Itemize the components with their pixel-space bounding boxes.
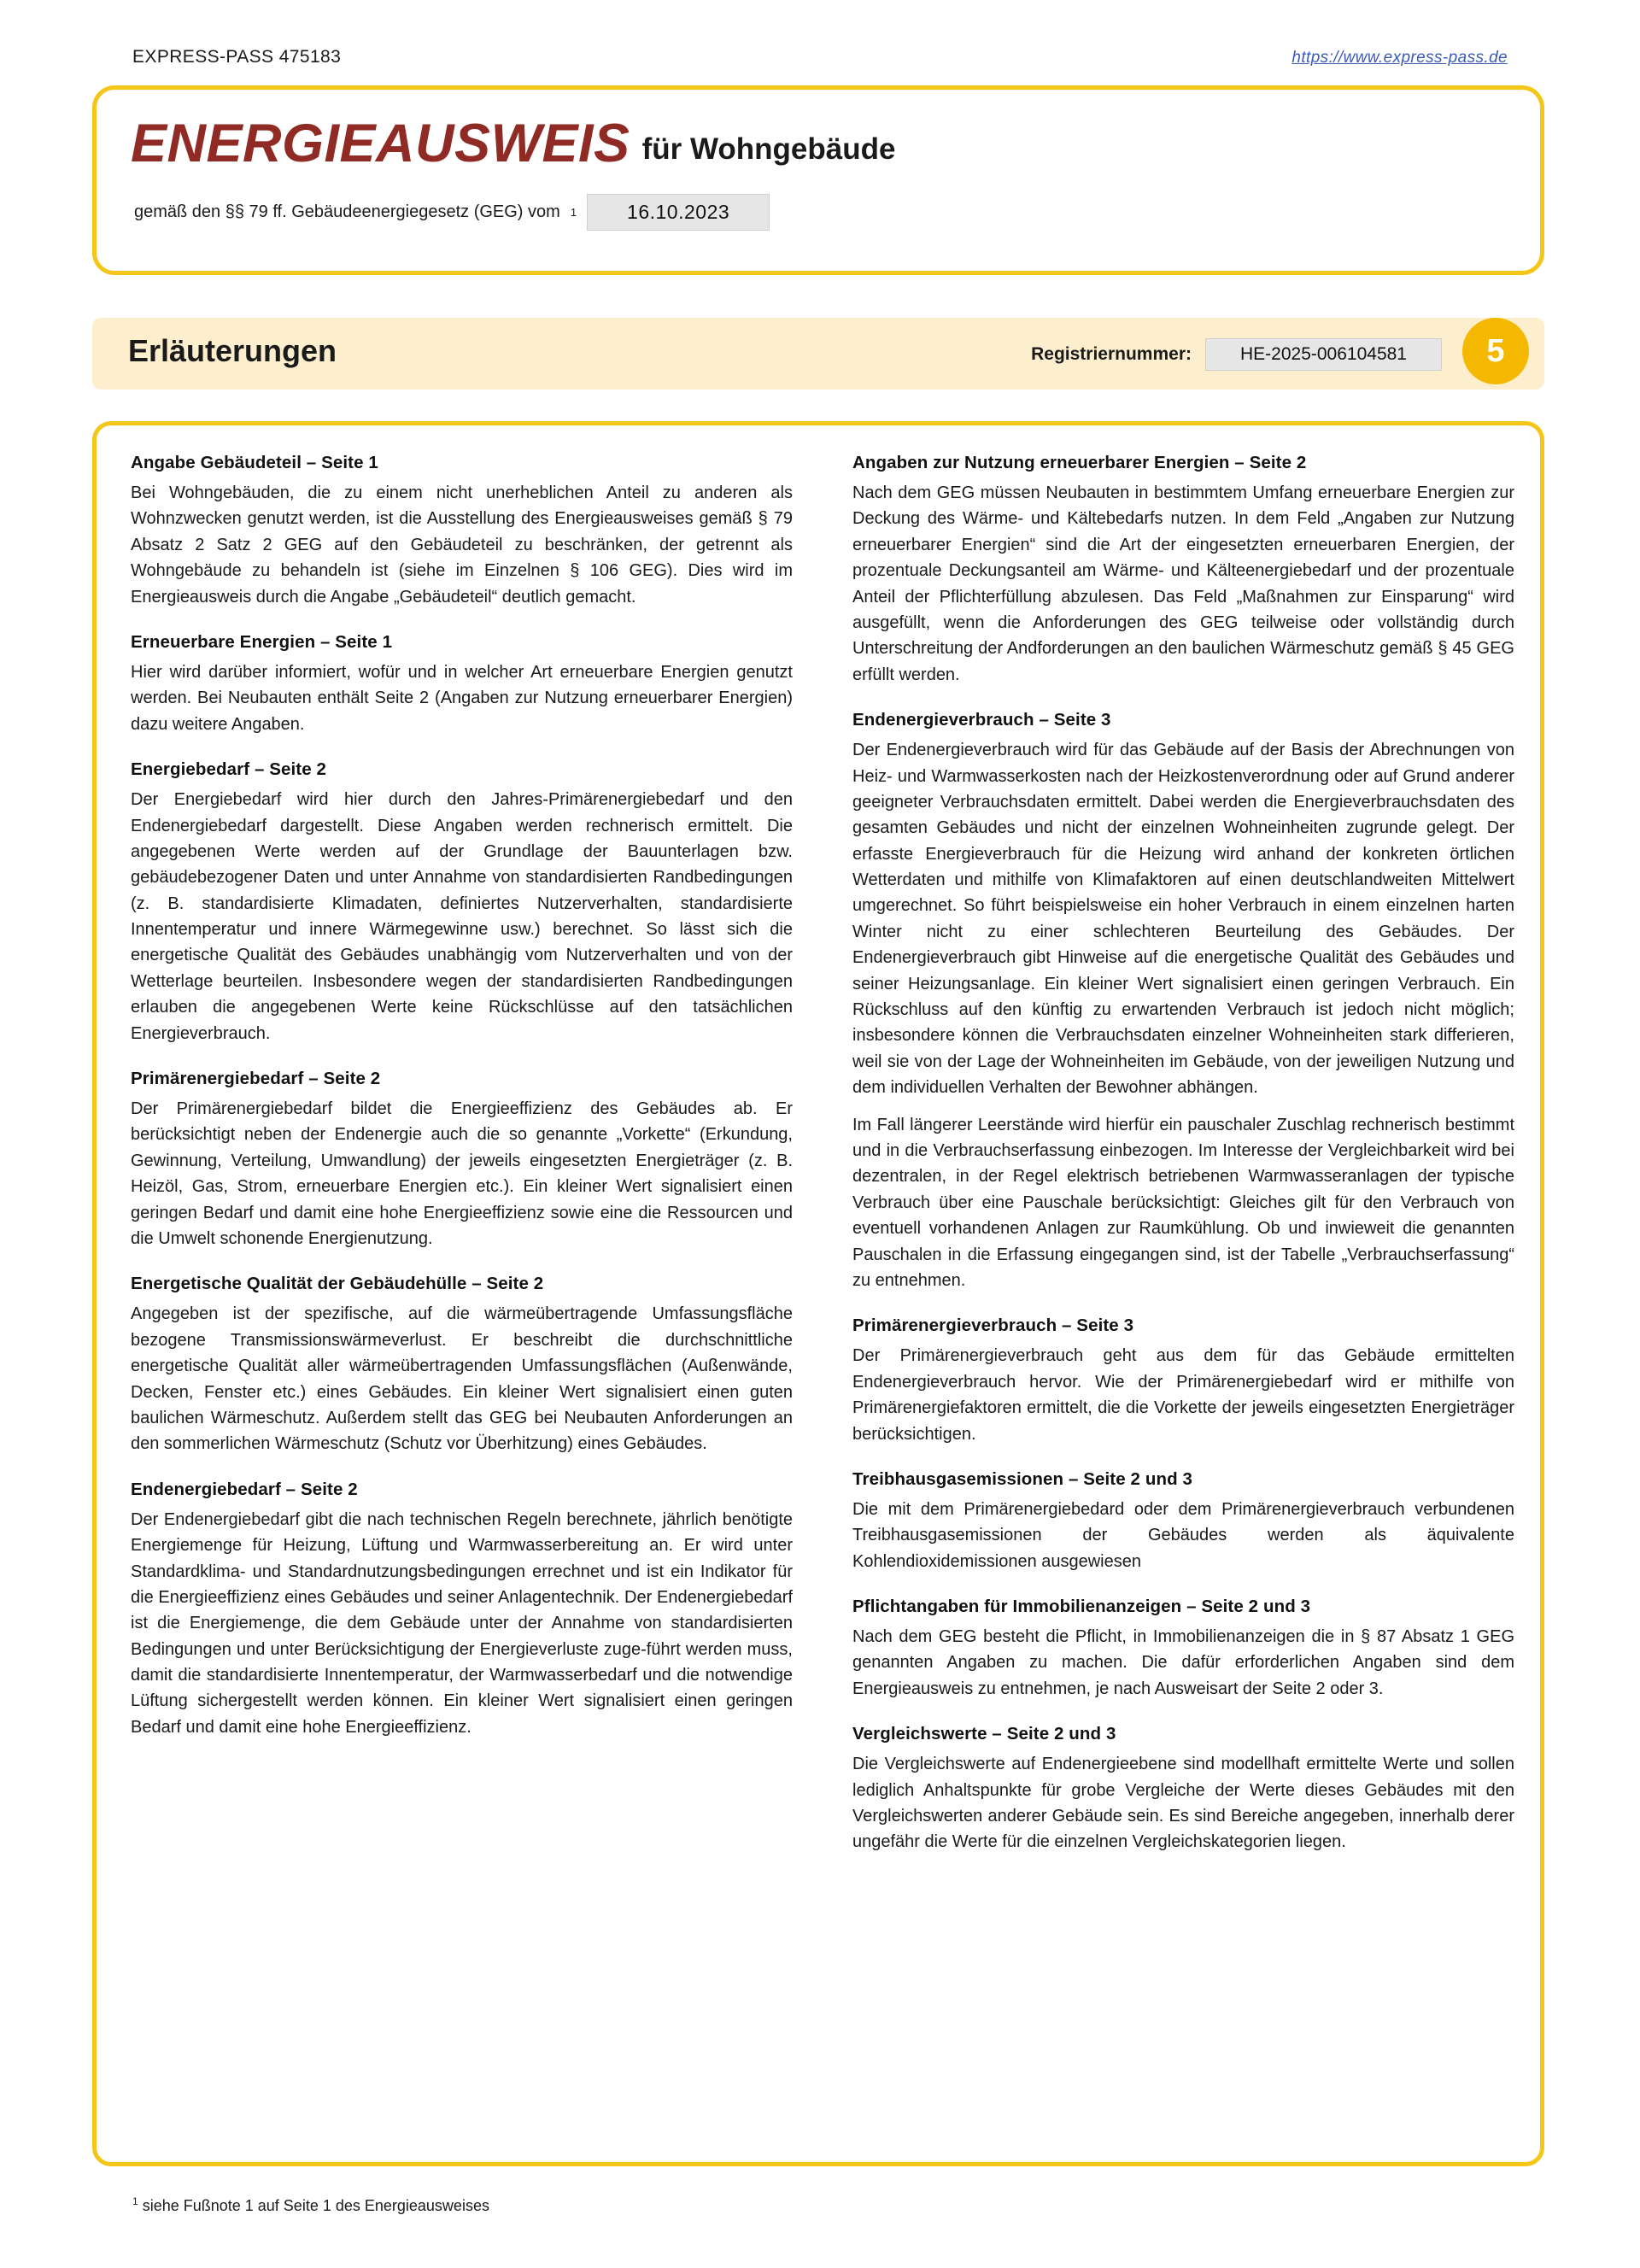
explanation-paragraph: Angegeben ist der spezifische, auf die wärmeübertragende Umfassungsfläche bezogene Transmissionswärmeverlust. Er beschreibt die durchschnittliche energetische Qualität aller wärmeübertragenden Umfassungsflächen (Außenwände, Decken, Fenster etc.) eines Gebäudes. Ein kleiner Wert signalisiert einen guten baulichen Wärmeschutz. Außerdem stellt das GEG bei Neubauten Anforderungen an den sommerlichen Wärmeschutz (Schutz vor Überhitzung) eines Gebäudes.	[131, 1304, 793, 1454]
explanations-right-column	[852, 453, 1514, 1878]
registration-number-group	[1031, 338, 1442, 371]
explanation-paragraph: Nach dem GEG besteht die Pflicht, in Immobilienanzeigen die in § 87 Absatz 1 GEG genannten Angaben zu machen. Die dafür erforderlichen Angaben sind dem Energieausweis zu entnehmen, je nach Ausweisart der Seite 2 oder 3.	[852, 1627, 1514, 1698]
page-footnote	[132, 2195, 489, 2215]
explanation-block	[852, 1469, 1514, 1574]
explanation-heading: Primärenergieverbrauch – Seite 3	[852, 1316, 1134, 1336]
explanation-heading: Angabe Gebäudeteil – Seite 1	[131, 453, 378, 472]
explanations-columns	[131, 453, 1514, 1878]
explanation-heading: Pflichtangaben für Immobilienanzeigen – Seite 2 und 3	[852, 1597, 1311, 1617]
explanation-heading: Erneuerbare Energien – Seite 1	[131, 631, 393, 652]
explanation-paragraph: Hier wird darüber informiert, wofür und in welcher Art erneuerbare Energien genutzt werden. Bei Neubauten enthält Seite 2 (Angaben zur Nutzung erneuerbarer Energien) dazu weitere Angaben.	[131, 662, 793, 734]
explanation-block	[131, 1274, 793, 1456]
legal-basis-row	[134, 194, 770, 231]
explanation-heading: Treibhausgasemissionen – Seite 2 und 3	[852, 1468, 1192, 1489]
explanation-paragraph: Die Vergleichswerte auf Endenergieebene sind modellhaft ermittelte Werte und sollen lediglich Anhaltspunkte für grobe Vergleiche der Werte dieses Gebäudes mit den Vergleichswerten anderer Gebäude sein. Es sind Bereiche angegeben, innerhalb derer ungefähr die Werte für die einzelnen Vergleichskategorien liegen.	[852, 1755, 1514, 1852]
explanation-block	[852, 1316, 1514, 1447]
page-number-badge: 5	[1462, 318, 1529, 384]
document-title-subtitle: für Wohngebäude	[641, 132, 896, 166]
explanation-paragraph: Der Endenergieverbrauch wird für das Gebäude auf der Basis der Abrechnungen von Heiz- und Warmwasserkosten nach der Heizkostenverordnung oder auf Grund anderer geeigneter Verbrauchsdaten ermittelt. Dabei werden die Energieverbrauchsdaten des gesamten Gebäudes und nicht der einzelnen Wohneinheiten zugrunde gelegt. Der erfasste Energieverbrauch für die Heizung wird anhand der konkreten örtlichen Wetterdaten und mithilfe von Klimafaktoren auf einen deutschlandweiten Mittelwert umgerechnet. So führt beispielsweise ein hoher Verbrauch in einem einzelnen harten Winter nicht zu einer schlechteren Beurteilung des Gebäudes. Der Endenergieverbrauch gibt Hinweise auf die energetische Qualität des Gebäudes und seiner Heizungsanlage. Ein kleiner Wert signalisiert einen geringen Verbrauch. Ein Rückschluss auf den künftig zu erwartenden Verbrauch ist jedoch nicht möglich; insbesondere können die Verbrauchsdaten einzelner Wohneinheiten stark differieren, weil sie von der Lage der Wohneinheiten im Gebäude, von der jeweiligen Nutzung und dem individuellen Verhalten der Bewohner abhängen.	[852, 741, 1514, 1098]
explanation-heading: Energetische Qualität der Gebäudehülle – Seite 2	[131, 1274, 544, 1294]
explanation-paragraph: Bei Wohngebäuden, die zu einem nicht unerheblichen Anteil zu anderen als Wohnzwecken genutzt werden, ist die Ausstellung des Energieausweises gemäß § 79 Absatz 2 Satz 2 GEG auf den Gebäudeteil zu beschränken, der getrennt als Wohngebäude zu behandeln ist (siehe im Einzelnen § 106 GEG). Dies wird im Energieausweis durch die Angabe „Gebäudeteil“ deutlich gemacht.	[131, 483, 793, 607]
explanation-heading: Energiebedarf – Seite 2	[131, 759, 327, 780]
explanation-block	[131, 632, 793, 737]
explanation-block	[131, 1069, 793, 1251]
registration-number-field[interactable]: HE-2025-006104581	[1205, 338, 1442, 371]
explanation-heading: Angaben zur Nutzung erneuerbarer Energien – Seite 2	[852, 453, 1307, 472]
explanation-paragraph: Der Energiebedarf wird hier durch den Jahres-Primärenergiebedarf und den Endenergiebedarf dargestellt. Diese Angaben werden rechnerisch ermittelt. Die angegebenen Werte werden auf der Grundlage der Bauunterlagen bzw. gebäudebezogener Daten und unter Annahme von standardisierten Randbedingungen (z. B. standardisierte Klimadaten, definiertes Nutzerverhalten, standardisierte Innentemperatur und innere Wärmegewinne usw.) berechnet. So lässt sich die energetische Qualität des Gebäudes unabhängig vom Nutzerverhalten und von der Wetterlage beurteilen. Insbesondere wegen der standardisierten Randbedingungen erlauben die angegebenen Werte keine Rückschlüsse auf den tatsächlichen Energieverbrauch.	[131, 790, 793, 1043]
geg-date-field[interactable]: 16.10.2023	[587, 194, 770, 231]
document-top-header	[132, 47, 1508, 67]
explanation-heading: Endenergiebedarf – Seite 2	[131, 1479, 358, 1499]
page-title: Erläuterungen	[128, 333, 337, 368]
section-header-bar	[92, 318, 1544, 390]
explanation-block	[131, 1480, 793, 1741]
explanation-heading: Endenergieverbrauch – Seite 3	[852, 710, 1111, 730]
explanation-block	[131, 453, 793, 610]
explanation-block	[852, 710, 1514, 1293]
page-footnote-marker: 1	[132, 2195, 138, 2207]
express-pass-id: EXPRESS-PASS 475183	[132, 47, 342, 67]
explanation-paragraph: Der Primärenergieverbrauch geht aus dem für das Gebäude ermittelten Endenergieverbrauch hervor. Wie der Primärenergiebedarf wird er mithilfe von Primärenergiefaktoren ermittelt, die die Vorkette der jeweils eingesetzten Energieträger berücksichtigen.	[852, 1346, 1514, 1444]
registration-number-label: Registriernummer:	[1031, 344, 1192, 364]
explanation-paragraph: Die mit dem Primärenergiebedard oder dem Primärenergieverbrauch verbundenen Treibhausgasemissionen der Gebäudes werden als äquivalente Kohlendioxidemissionen ausgewiesen	[852, 1499, 1514, 1571]
express-pass-url-link[interactable]: https://www.express-pass.de	[1292, 49, 1508, 67]
explanation-paragraph: Der Endenergiebedarf gibt die nach technischen Regeln berechnete, jährlich benötigte Energiemenge für Heizung, Lüftung und Warmwasserbereitung an. Er wird unter Standardklima- und Standardnutzungsbedingungen errechnet und ist ein Indikator für die Energieeffizienz eines Gebäudes und seiner Anlagentechnik. Der Endenergiebedarf ist die Energiemenge, die dem Gebäude unter der Annahme von standardisierten Bedingungen und unter Berücksichtigung der Energieverluste zuge-führt werden muss, damit die standardisierte Innentemperatur, der Warmwasserbedarf und die notwendige Lüftung sichergestellt werden können. Ein kleiner Wert signalisiert einen geringen Bedarf und damit eine hohe Energieeffizienz.	[131, 1509, 793, 1737]
explanation-paragraph: Der Primärenergiebedarf bildet die Energieeffizienz des Gebäudes ab. Er berücksichtigt neben der Endenergie auch die so genannte „Vorkette“ (Erkundung, Gewinnung, Verteilung, Umwandlung) der jeweils eingesetzten Energieträger (z. B. Heizöl, Gas, Strom, erneuerbare Energien etc.). Ein kleiner Wert signalisiert einen geringen Bedarf und damit eine hohe Energieeffizienz sowie eine die Ressourcen und die Umwelt schonende Energienutzung.	[131, 1099, 793, 1248]
explanations-content-box	[92, 421, 1544, 2166]
legal-basis-footnote-marker: 1	[570, 206, 577, 219]
explanation-heading: Primärenergiebedarf – Seite 2	[131, 1069, 381, 1089]
explanation-block	[131, 759, 793, 1046]
explanation-block	[852, 1597, 1514, 1702]
explanation-paragraph: Nach dem GEG müssen Neubauten in bestimmtem Umfang erneuerbare Energien zur Deckung des Wärme- und Kältebedarfs nutzen. In dem Feld „Angaben zur Nutzung erneuerbarer Energien“ sind die Art der eingesetzten erneuerbaren Energien, der prozentuale Deckungsanteil am Wärme- und Kälteenergiebedarf und der prozentuale Anteil der Pflichterfüllung abzulesen. Das Feld „Maßnahmen zur Einsparung“ wird ausgefüllt, wenn die Anforderungen des GEG teilweise oder vollständig durch Unterschreitung der Andforderungen an den baulichen Wärmeschutz gemäß § 45 GEG erfüllt werden.	[852, 483, 1514, 684]
explanation-block	[852, 1724, 1514, 1855]
page-footnote-text: siehe Fußnote 1 auf Seite 1 des Energieausweises	[142, 2197, 489, 2214]
explanation-heading: Vergleichswerte – Seite 2 und 3	[852, 1724, 1116, 1744]
document-title-row	[131, 114, 896, 173]
explanations-left-column	[131, 453, 793, 1878]
explanation-paragraph: Im Fall längerer Leerstände wird hierfür ein pauschaler Zuschlag rechnerisch bestimmt und in die Verbrauchserfassung einbezogen. Im Interesse der Vergleichbarkeit wird bei dezentralen, in der Regel elektrisch betriebenen Warmwasseranlagen der typische Verbrauch über eine Pauschale berücksichtigt: Gleiches gilt für den Verbrauch von eventuell vorhandenen Anlagen zur Raumkühlung. Ob und inwieweit die genannten Pauschalen in die Erfassung eingegangen sind, ist der Tabelle „Verbrauchserfassung“ zu entnehmen.	[852, 1115, 1514, 1290]
explanation-block	[852, 453, 1514, 688]
document-title-main: ENERGIEAUSWEIS	[131, 114, 630, 173]
legal-basis-text: gemäß den §§ 79 ff. Gebäudeenergiegesetz (GEG) vom	[134, 202, 560, 221]
document-title-box	[92, 85, 1544, 275]
